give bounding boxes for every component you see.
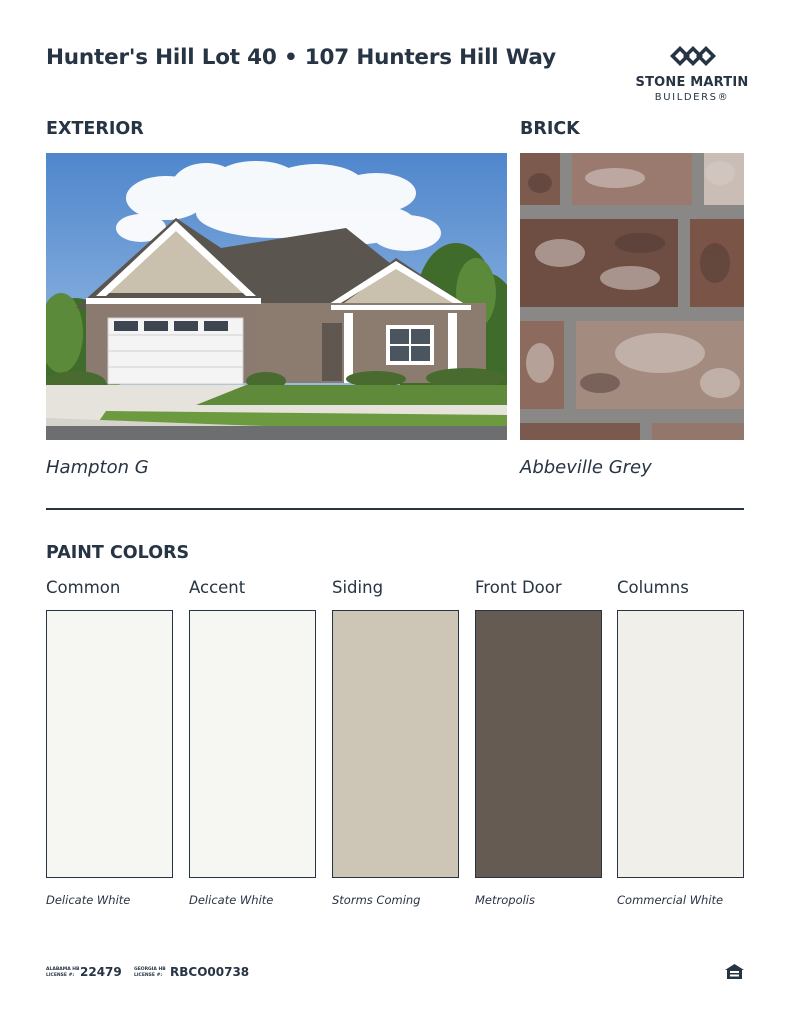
brand-subtitle: BUILDERS® — [654, 92, 730, 103]
color-swatch-siding — [332, 610, 459, 878]
equal-housing-icon — [725, 964, 744, 979]
page-title: Hunter's Hill Lot 40 • 107 Hunters Hill Way — [46, 45, 556, 70]
swatch-label-siding: Siding — [332, 578, 384, 597]
license-label-alabama: LICENSE #: — [46, 973, 75, 978]
brick-name: Abbeville Grey — [520, 457, 652, 478]
swatch-label-columns: Columns — [617, 578, 689, 597]
section-divider — [46, 508, 744, 510]
color-swatch-accent — [189, 610, 316, 878]
stone-martin-logo-icon — [668, 42, 718, 70]
license-state-georgia: GEORGIA HB — [134, 967, 166, 972]
license-number-alabama: 22479 — [80, 965, 122, 979]
brick-texture — [520, 153, 744, 440]
house-rendering — [46, 153, 507, 440]
swatch-label-front-door: Front Door — [475, 578, 562, 597]
license-label-georgia: LICENSE #: — [134, 973, 163, 978]
paint-name-accent: Delicate White — [189, 893, 274, 907]
color-swatch-front-door — [475, 610, 602, 878]
paint-name-front-door: Metropolis — [475, 893, 535, 907]
paint-colors-heading: PAINT COLORS — [46, 543, 190, 563]
brick-heading: BRICK — [520, 119, 580, 139]
license-number-georgia: RBCO00738 — [170, 965, 250, 979]
swatch-label-common: Common — [46, 578, 121, 597]
brick-swatch — [520, 153, 744, 440]
swatch-label-accent: Accent — [189, 578, 246, 597]
paint-name-common: Delicate White — [46, 893, 131, 907]
color-swatch-columns — [617, 610, 744, 878]
exterior-heading: EXTERIOR — [46, 119, 144, 139]
paint-name-siding: Storms Coming — [332, 893, 421, 907]
paint-name-columns: Commercial White — [617, 893, 724, 907]
brand-logo — [628, 42, 756, 108]
exterior-model-name: Hampton G — [46, 457, 149, 478]
exterior-photo — [46, 153, 507, 440]
color-swatch-common — [46, 610, 173, 878]
brand-name: STONE MARTIN — [635, 75, 749, 90]
license-state-alabama: ALABAMA HB — [46, 967, 80, 972]
